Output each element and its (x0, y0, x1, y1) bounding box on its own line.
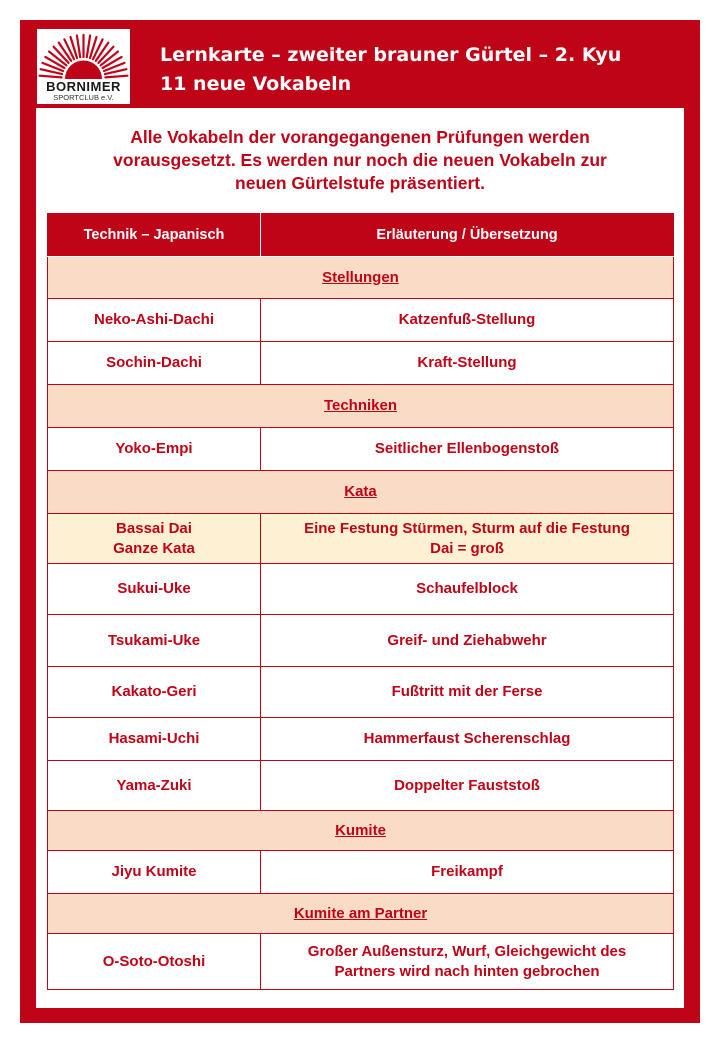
title-line-1: Lernkarte – zweiter brauner Gürtel – 2. Kyu (160, 44, 622, 66)
technique-text: Sukui-Uke (117, 580, 191, 597)
section-row (48, 257, 674, 299)
table-row (48, 934, 674, 990)
explanation-text: Doppelter Fauststoß (394, 776, 540, 794)
section-cell (48, 257, 674, 299)
explanation-text: Schaufelblock (416, 580, 518, 597)
technique-cell (48, 718, 261, 761)
content-panel (36, 108, 684, 1008)
explanation-text: Dai = groß (430, 539, 504, 557)
table-row (48, 299, 674, 342)
club-logo (37, 29, 130, 104)
section-cell (48, 894, 674, 934)
explanation-text: Freikampf (431, 863, 503, 880)
explanation-cell (261, 851, 674, 894)
technique-cell (48, 299, 261, 342)
section-cell (48, 385, 674, 428)
explanation-text: Kraft-Stellung (417, 354, 517, 371)
explanation-cell (261, 514, 674, 564)
explanation-text: Greif- und Ziehabwehr (387, 631, 547, 649)
explanation-cell (261, 718, 674, 761)
intro-line-2: vorausgesetzt. Es werden nur noch die neuen Vokabeln zur (113, 150, 607, 170)
table-row (48, 428, 674, 471)
technique-text: Kakato-Geri (111, 683, 197, 700)
header-technique: Technik – Japanisch (48, 214, 261, 257)
table-row (48, 514, 674, 564)
technique-text: Jiyu Kumite (111, 863, 197, 880)
technique-text: Hasami-Uchi (108, 730, 200, 747)
table-row (48, 667, 674, 718)
title-line-2: 11 neue Vokabeln (160, 73, 352, 95)
explanation-text: Eine Festung Stürmen, Sturm auf die Festung (304, 519, 630, 537)
table-row (48, 615, 674, 667)
section-row (48, 894, 674, 934)
explanation-cell (261, 564, 674, 615)
table-row (48, 718, 674, 761)
technique-cell (48, 514, 261, 564)
explanation-text: Seitlicher Ellenbogenstoß (374, 440, 560, 457)
section-label: Stellungen (322, 268, 399, 286)
explanation-cell (261, 428, 674, 471)
section-row (48, 471, 674, 514)
section-label: Techniken (323, 397, 398, 414)
technique-text: Yoko-Empi (115, 440, 193, 457)
explanation-cell (261, 934, 674, 990)
vocabulary-table (47, 213, 674, 990)
explanation-text: Katzenfuß-Stellung (398, 311, 536, 328)
technique-cell (48, 851, 261, 894)
technique-cell (48, 428, 261, 471)
section-row (48, 811, 674, 851)
technique-text: Neko-Ashi-Dachi (93, 311, 215, 328)
explanation-text: Hammerfaust Scherenschlag (363, 730, 571, 747)
explanation-cell (261, 761, 674, 811)
explanation-text: Großer Außensturz, Wurf, Gleichgewicht des (307, 942, 627, 960)
section-cell (48, 471, 674, 514)
technique-text: Sochin-Dachi (106, 354, 202, 371)
technique-text: Ganze Kata (113, 539, 195, 557)
table-row (48, 761, 674, 811)
explanation-cell (261, 615, 674, 667)
explanation-text: Fußtritt mit der Ferse (391, 683, 543, 700)
section-row (48, 385, 674, 428)
technique-text: Bassai Dai (116, 519, 192, 537)
table-row (48, 564, 674, 615)
table-header-row (48, 214, 674, 257)
technique-cell (48, 342, 261, 385)
logo-subtitle: SPORTCLUB e.V. (53, 93, 114, 102)
technique-text: Yama-Zuki (116, 776, 192, 794)
section-label: Kata (344, 483, 377, 500)
section-cell (48, 811, 674, 851)
section-label: Kumite (335, 821, 386, 839)
header-explanation: Erläuterung / Übersetzung (261, 214, 674, 257)
sunrise-icon (37, 29, 130, 81)
technique-text: Tsukami-Uke (107, 631, 201, 649)
technique-cell (48, 761, 261, 811)
technique-cell (48, 564, 261, 615)
page-title (160, 41, 621, 99)
intro-line-1: Alle Vokabeln der vorangegangenen Prüfungen werden (130, 127, 590, 147)
explanation-cell (261, 667, 674, 718)
technique-cell (48, 615, 261, 667)
technique-text: O-Soto-Otoshi (102, 952, 206, 970)
intro-line-3: neuen Gürtelstufe präsentiert. (235, 173, 485, 193)
explanation-text: Partners wird nach hinten gebrochen (334, 962, 600, 980)
technique-cell (48, 934, 261, 990)
logo-name: BORNIMER (46, 79, 121, 94)
intro-text (36, 126, 684, 195)
explanation-cell (261, 299, 674, 342)
section-label: Kumite am Partner (293, 904, 428, 922)
technique-cell (48, 667, 261, 718)
table-row (48, 851, 674, 894)
table-row (48, 342, 674, 385)
explanation-cell (261, 342, 674, 385)
